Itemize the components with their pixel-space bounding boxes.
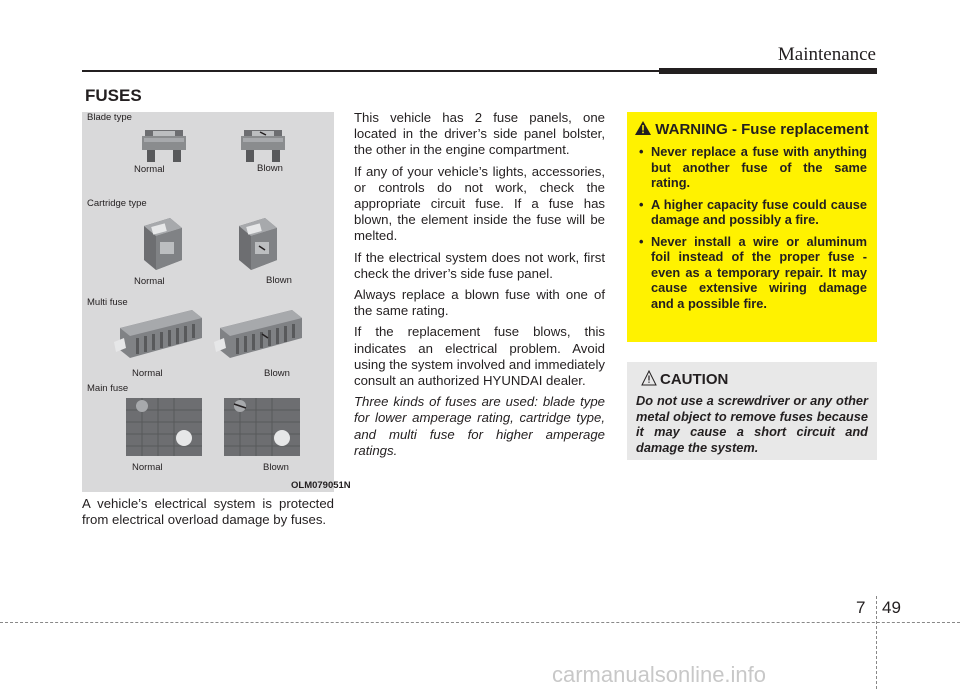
body-paragraph-4: Always replace a blown fuse with one of the same rating. <box>354 287 605 319</box>
multi-fuse-label: Multi fuse <box>87 297 128 308</box>
warning-title <box>627 121 877 138</box>
main-fuse-label: Main fuse <box>87 383 129 394</box>
caution-body: Do not use a screwdriver or any other metal object to remove fuses because it may cause a short circuit and damage the system. <box>636 393 868 455</box>
section-title: FUSES <box>85 86 142 105</box>
warning-item: • A higher capacity fuse could cause damage and possibly a fire. <box>639 196 867 227</box>
cartridge-fuse-normal-image <box>140 216 186 274</box>
fuse-types-figure <box>82 112 351 492</box>
cartridge-blown-caption: Blown <box>266 275 292 286</box>
page-number: 49 <box>882 598 901 617</box>
main-normal-caption: Normal <box>132 462 163 473</box>
body-paragraph-1: This vehicle has 2 fuse panels, one located in the driver’s side panel bolster, the other in the engine compartment. <box>354 110 605 158</box>
warning-item-text: A higher capacity fuse could cause damage and possibly a fire. <box>651 196 867 227</box>
blade-type-label: Blade type <box>87 112 132 123</box>
page-section-number: 7 <box>856 598 866 617</box>
cartridge-type-label: Cartridge type <box>87 198 147 209</box>
header-rule <box>82 70 659 72</box>
intro-column <box>82 496 334 533</box>
warning-item-text: Never install a wire or aluminum foil instead of the proper fuse - even as a temporary repair. It may cause extensive wiring damage and a possible fire. <box>651 233 867 311</box>
figure-code: OLM079051N <box>291 480 351 491</box>
blade-normal-caption: Normal <box>134 164 165 175</box>
multi-fuse-blown-image <box>212 308 304 366</box>
watermark-text: carmanualsonline.info <box>552 662 767 687</box>
multi-blown-caption: Blown <box>264 368 290 379</box>
warning-list <box>637 144 867 311</box>
body-paragraph-6: Three kinds of fuses are used: blade type for lower amperage rating, cartridge type, and multi fuse for higher amperage ratings. <box>354 394 605 458</box>
caution-title: CAUTION <box>660 371 729 388</box>
warning-item-text: Never replace a fuse with anything but another fuse of the same rating. <box>651 144 867 190</box>
warning-title-main: WARNING <box>655 121 728 138</box>
footer-dashed-rule <box>0 622 960 623</box>
blade-blown-caption: Blown <box>257 163 283 174</box>
body-paragraph-2: If any of your vehicle’s lights, accessories, or controls do not work, check the appropriate circuit fuse. If a fuse has blown, the element inside the fuse will be melted. <box>354 163 605 244</box>
caution-triangle-icon <box>641 370 657 386</box>
cartridge-normal-caption: Normal <box>134 276 165 287</box>
multi-fuse-normal-image <box>112 308 204 366</box>
page-header-title: Maintenance <box>777 44 876 65</box>
body-column <box>354 110 605 464</box>
body-paragraph-3: If the electrical system does not work, first check the driver’s side fuse panel. <box>354 249 605 281</box>
caution-box <box>627 362 877 460</box>
warning-box <box>627 112 877 342</box>
header-bar <box>659 68 877 74</box>
main-fuse-blown-image <box>220 394 304 460</box>
blade-fuse-normal-image <box>139 128 189 164</box>
main-fuse-normal-image <box>122 394 206 460</box>
blade-fuse-blown-image <box>238 128 288 164</box>
warning-triangle-icon <box>635 121 651 135</box>
warning-title-sub: - Fuse replacement <box>731 121 869 138</box>
multi-normal-caption: Normal <box>132 368 163 379</box>
warning-item: • Never install a wire or aluminum foil instead of the proper fuse - even as a temporary repair. It may cause extensive wiring damage and a possible fire. <box>639 233 867 311</box>
intro-paragraph: A vehicle’s electrical system is protected from electrical overload damage by fuses. <box>82 496 334 528</box>
warning-item: • Never replace a fuse with anything but another fuse of the same rating. <box>639 144 867 190</box>
main-blown-caption: Blown <box>263 462 289 473</box>
cartridge-fuse-blown-image <box>235 216 281 274</box>
body-paragraph-5: If the replacement fuse blows, this indicates an electrical problem. Avoid using the system involved and immediately consult an authorized HYUNDAI dealer. <box>354 324 605 389</box>
footer-dashed-divider <box>876 596 877 689</box>
